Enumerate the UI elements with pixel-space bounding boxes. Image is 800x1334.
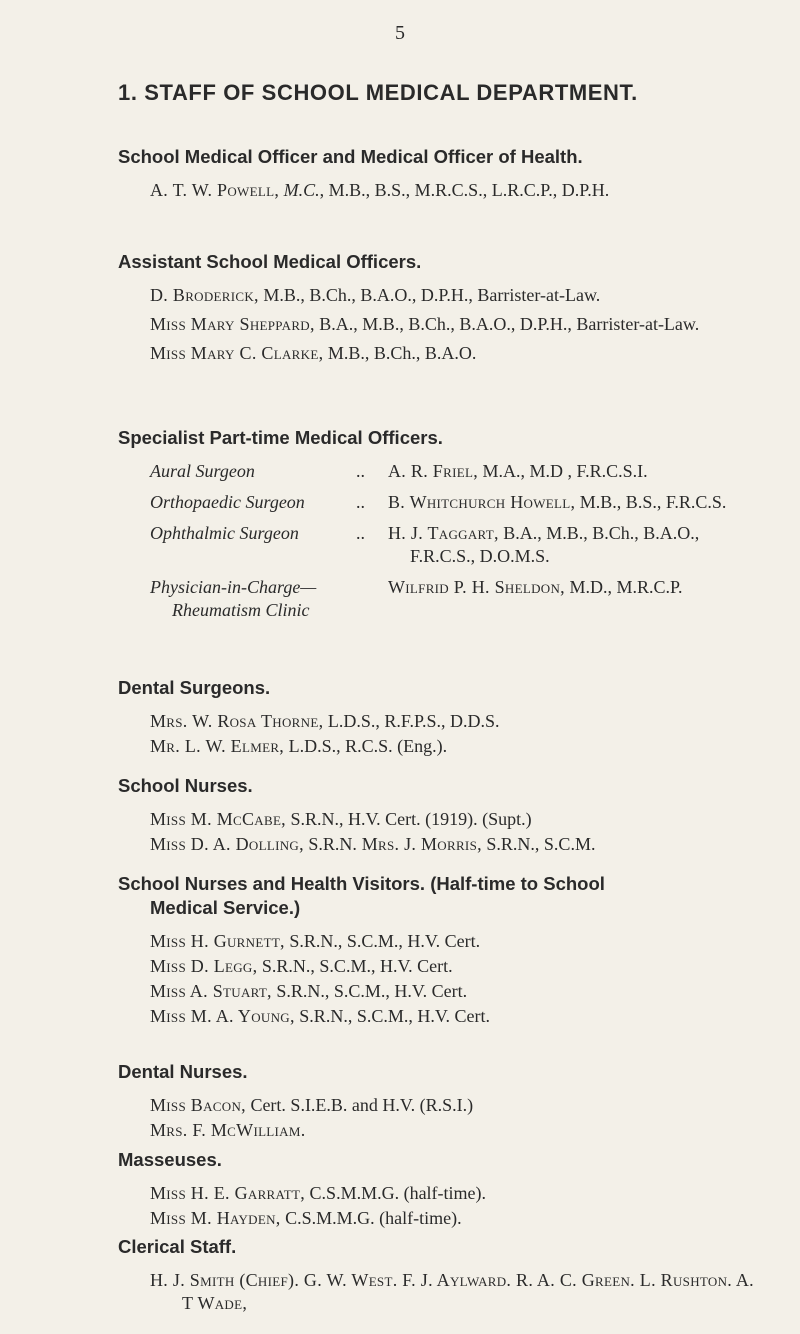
- staff-entry: [150, 833, 758, 856]
- staff-qualifications: S.R.N., S.C.M., H.V. Cert.: [271, 981, 468, 1001]
- leader-dots: ..: [356, 523, 365, 543]
- staff-entry: [150, 313, 758, 336]
- staff-qualifications: S.R.N., S.C.M.: [481, 834, 596, 854]
- staff-qualifications: S.R.N., S.C.M., H.V. Cert.: [294, 1006, 491, 1026]
- staff-name: A. R. Friel,: [388, 461, 478, 481]
- staff-name: Mrs. J. Morris,: [356, 834, 482, 854]
- staff-qualifications: M.B., B.Ch., B.A.O., D.P.H., Barrister-at-Law.: [258, 285, 601, 305]
- staff-qualifications: M.D., M.R.C.P.: [564, 577, 683, 597]
- specialist-role-line: Physician-in-Charge—: [150, 577, 317, 597]
- staff-entry: [150, 710, 758, 733]
- staff-entry: [150, 735, 758, 758]
- specialist-role: Aural Surgeon: [150, 461, 255, 481]
- specialist-row: [150, 522, 758, 568]
- staff-entry: [150, 1094, 758, 1117]
- staff-name: Miss H. E. Garratt,: [150, 1183, 306, 1203]
- staff-entry: [150, 284, 758, 307]
- staff-qualifications: C.S.M.M.G. (half-time).: [305, 1183, 487, 1203]
- specialist-row: [150, 576, 758, 622]
- specialist-role-line: Rheumatism Clinic: [172, 600, 310, 620]
- section-dental-surgeons: [118, 676, 758, 764]
- staff-name: Mrs. W. Rosa Thorne,: [150, 711, 324, 731]
- staff-qualifications: M.A., M.D , F.R.C.S.I.: [478, 461, 648, 481]
- specialist-entry: [388, 576, 758, 622]
- staff-entry: [150, 1182, 758, 1205]
- section-heading: School Nurses.: [118, 775, 253, 796]
- section-school-nurses: [118, 774, 758, 862]
- section-heading: Clerical Staff.: [118, 1236, 237, 1257]
- leader-dots: [356, 576, 388, 622]
- staff-name: Miss A. Stuart,: [150, 981, 272, 1001]
- staff-name: Miss M. McCabe,: [150, 809, 286, 829]
- leader-dots: ..: [356, 492, 365, 512]
- staff-qualifications: S.R.N., S.C.M., H.V. Cert.: [284, 931, 481, 951]
- heading-line: School Nurses and Health Visitors. (Half-time to School: [118, 873, 605, 894]
- staff-qualifications: S.R.N., S.C.M., H.V. Cert.: [257, 956, 453, 976]
- staff-name: A. T. W. Powell,: [150, 180, 280, 200]
- staff-entry: [150, 955, 758, 978]
- staff-entry: [150, 980, 758, 1003]
- specialist-entry: [388, 522, 758, 568]
- clerical-staff-list: H. J. Smith (Chief). G. W. West. F. J. Aylward. R. A. C. Green. L. Rushton. A. T Wade,: [150, 1270, 754, 1313]
- staff-qualifications: Cert. S.I.E.B. and H.V. (R.S.I.): [245, 1095, 474, 1115]
- specialist-role: Orthopaedic Surgeon: [150, 492, 305, 512]
- staff-qualifications: L.D.S., R.F.P.S., D.D.S.: [323, 711, 500, 731]
- staff-entry: [150, 1119, 758, 1142]
- leader-dots: ..: [356, 461, 365, 481]
- section-heading: Dental Nurses.: [118, 1061, 248, 1082]
- section-masseuses: [118, 1148, 758, 1236]
- section-dental-nurses: [118, 1060, 758, 1148]
- section-assistant-officers: [118, 250, 758, 371]
- staff-entry: [150, 179, 758, 202]
- staff-qualifications: B.A., M.B., B.Ch., B.A.O., F.R.C.S., D.O.M.S.: [410, 523, 700, 566]
- staff-name: Miss Bacon,: [150, 1095, 246, 1115]
- staff-name: Miss M. Hayden,: [150, 1208, 281, 1228]
- staff-name: B. Whitchurch Howell,: [388, 492, 576, 512]
- staff-name: Miss Mary Sheppard,: [150, 314, 315, 334]
- staff-qualifications: C.S.M.M.G. (half-time).: [280, 1208, 462, 1228]
- staff-qualifications: L.D.S., R.C.S. (Eng.).: [284, 736, 448, 756]
- staff-qualifications: M.B., B.S., F.R.C.S.: [575, 492, 727, 512]
- section-heading: School Medical Officer and Medical Officer of Health.: [118, 146, 583, 167]
- staff-name: Miss D. Legg,: [150, 956, 258, 976]
- specialist-role: [150, 576, 356, 622]
- page-title: 1. STAFF OF SCHOOL MEDICAL DEPARTMENT.: [118, 80, 638, 105]
- heading-line: Medical Service.): [150, 897, 301, 918]
- staff-name: Miss H. Gurnett,: [150, 931, 285, 951]
- page-number: 5: [395, 22, 405, 44]
- section-specialist-officers: [118, 426, 758, 630]
- staff-name: Miss D. A. Dolling,: [150, 834, 304, 854]
- staff-name: Miss Mary C. Clarke,: [150, 343, 324, 363]
- specialist-role: Ophthalmic Surgeon: [150, 523, 299, 543]
- staff-entry: [150, 808, 758, 831]
- specialist-entry: [388, 491, 758, 514]
- section-heading: Specialist Part-time Medical Officers.: [118, 427, 443, 448]
- staff-name: Mr. L. W. Elmer,: [150, 736, 285, 756]
- staff-entry: [150, 1005, 758, 1028]
- section-heading: Dental Surgeons.: [118, 677, 271, 698]
- section-heading: Masseuses.: [118, 1149, 222, 1170]
- specialist-row: [150, 491, 758, 514]
- section-heading: Assistant School Medical Officers.: [118, 251, 422, 272]
- section-heading: [118, 872, 758, 920]
- staff-entry: [150, 1207, 758, 1230]
- section-school-medical-officer: [118, 145, 758, 208]
- staff-name: Wilfrid P. H. Sheldon,: [388, 577, 565, 597]
- staff-qualifications: B.A., M.B., B.Ch., B.A.O., D.P.H., Barrister-at-Law.: [314, 314, 700, 334]
- staff-name: Mrs. F. McWilliam.: [150, 1120, 306, 1140]
- staff-name: D. Broderick,: [150, 285, 259, 305]
- section-health-visitors: [118, 872, 758, 1034]
- staff-entry: [150, 342, 758, 365]
- staff-name: H. J. Taggart,: [388, 523, 499, 543]
- staff-qualifications: S.R.N., H.V. Cert. (1919). (Supt.): [285, 809, 532, 829]
- specialist-entry: [388, 460, 758, 483]
- staff-qualifications: M.B., B.Ch., B.A.O.: [323, 343, 477, 363]
- staff-honour: M.C.: [283, 180, 320, 200]
- section-clerical-staff: [118, 1235, 758, 1321]
- staff-name: Miss M. A. Young,: [150, 1006, 295, 1026]
- staff-qualifications: , M.B., B.S., M.R.C.S., L.R.C.P., D.P.H.: [319, 180, 610, 200]
- specialist-row: [150, 460, 758, 483]
- staff-qualifications: S.R.N.: [303, 834, 357, 854]
- staff-entry: [150, 930, 758, 953]
